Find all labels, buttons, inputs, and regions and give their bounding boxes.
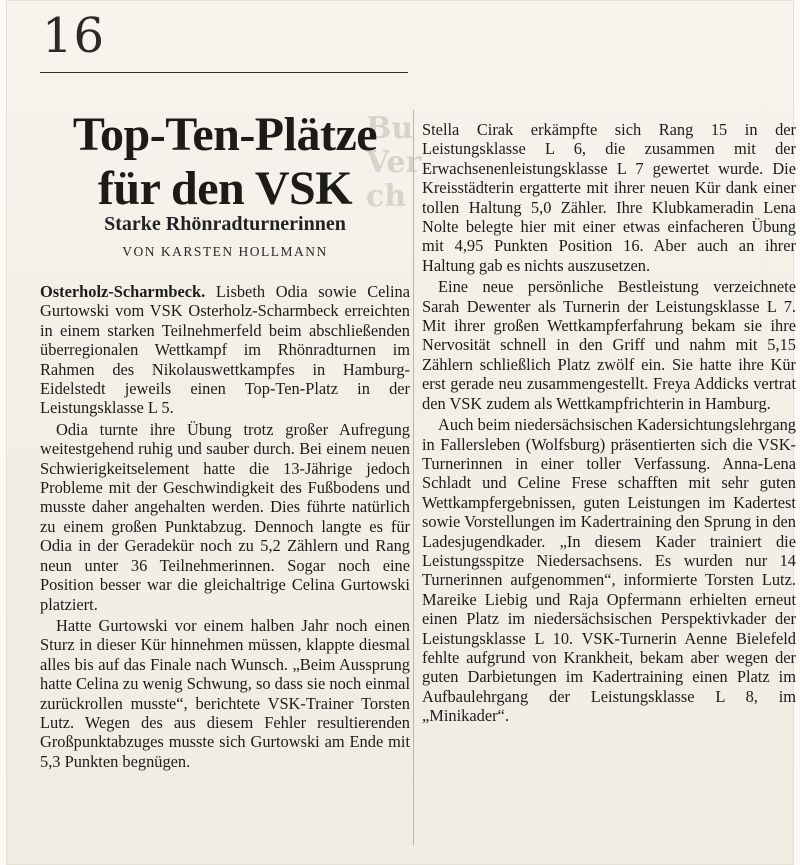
page-number: 16 [42,8,106,64]
article-paragraph: Odia turnte ihre Übung trotz großer Aufregung weitestgehend ruhig und sauber durch. Bei einem neuen Schwierigkeitselement hatte die 13-Jährige jedoch Probleme mit der Geschwindigkeit des Fußbodens und musste daher angehalten werden. Dies führte natürlich zu einem großen Punktabzug. Dennoch langte es für Odia in der Geradekür noch zu 5,2 Zählern und Rang neun unter 36 Teilnehmerinnen. Sogar noch eine Position besser war die gleichaltrige Celina Gurtowski platziert. [40,419,410,614]
subheadline: Starke Rhönradturnerinnen [104,213,346,235]
bleed-through-text: Bu Ver ch [366,111,422,214]
article-column-left [40,282,410,773]
article-column-right [422,120,796,728]
article-paragraph: Eine neue persönliche Bestleistung verzeichnete Sarah Dewenter als Turnerin der Leistungsklasse L 7. Mit ihrer großen Wettkampferfahrung bekam sie ihre Nervosität schnell in den Griff und nahm mit 5,15 Zählern schließlich Platz zwölf ein. Sie hatte ihre Kür erst gerade neu zusammengestellt. Freya Addicks vertrat den VSK zudem als Wettkampfrichterin in Hamburg. [422,277,796,413]
headline [42,108,408,216]
article-paragraph: Auch beim niedersächsischen Kadersichtungslehrgang in Fallersleben (Wolfsburg) präsentierten sich die VSK-Turnerinnen in einer toller Verfassung. Anna-Lena Schladt und Celine Frese schafften mit sehr guten Wettkampfergebnissen, guten Leistungen im Kadertest sowie Vorstellungen im Kadertraining den Sprung in den Ladesjugendkader. „In diesem Kader trainiert die Leistungsspitze Niedersachsens. Es wurden nur 14 Turnerinnen aufgenommen“, informierte Torsten Lutz. Mareike Liebig und Raja Opfermann erhielten erneut einen Platz im niedersächsischen Perspektivkader der Leistungsklasse L 10. VSK-Turnerin Aenne Bielefeld fehlte aufgrund von Krankheit, bekam aber wegen der guten Darbietungen im Kadertraining einen Platz im Aufbaulehrgang der Leistungsklasse L 8, im „Minikader“. [422,415,796,726]
dateline: Osterholz-Scharmbeck. [40,282,206,301]
headline-line-2: für den VSK [97,162,353,215]
headline-line-1: Top-Ten-Plätze [72,108,378,161]
header-rule [40,72,408,73]
article-paragraph [40,282,410,418]
article-paragraph: Stella Cirak erkämpfte sich Rang 15 in der Leistungsklasse L 6, die zusammen mit der Erwachsenenleistungsklasse L 7 gewertet wurde. Die Kreisstädterin ergatterte mit ihrer neuen Kür dank einer tollen Haltung 5,0 Zähler. Ihre Klubkameradin Lena Nolte belegte hier mit einer etwas einfacheren Übung mit 4,95 Punkten Position 16. Aber auch an ihrer Haltung gab es nichts auszusetzen. [422,120,796,275]
newspaper-clipping [6,0,794,865]
paragraph-text: Lisbeth Odia sowie Celina Gurtowski vom VSK Osterholz-Scharmbeck erreichten in einem starken Teilnehmerfeld beim abschließenden überregionalen Wettkampf im Rhönradturnen im Rahmen des Nikolauswettkampfes in Hamburg-Eidelstedt jeweils einen Top-Ten-Platz in der Leistungsklasse L 5. [40,282,410,418]
byline: VON KARSTEN HOLLMANN [122,244,328,259]
article-paragraph: Hatte Gurtowski vor einem halben Jahr noch einen Sturz in dieser Kür hinnehmen müssen, klappte diesmal alles bis auf das Finale nach Wunsch. „Beim Aussprung hatte Celina zu wenig Schwung, so dass sie noch einmal zurückrollen musste“, berichtete VSK-Trainer Torsten Lutz. Wegen des aus diesem Fehler resultierenden Großpunktabzuges musste sich Gurtowski am Ende mit 5,3 Punkten begnügen. [40,615,410,771]
column-divider [413,110,414,845]
